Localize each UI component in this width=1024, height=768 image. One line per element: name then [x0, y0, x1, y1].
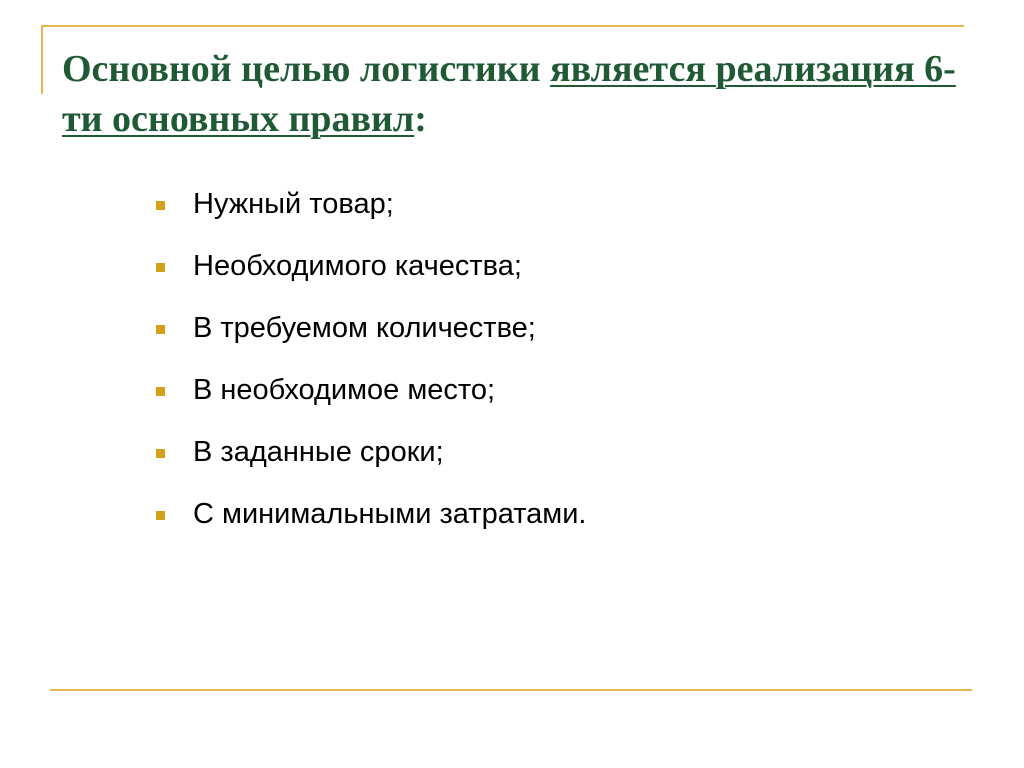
bullet-text: В необходимое место; — [193, 373, 496, 406]
list-item — [156, 173, 586, 235]
square-bullet-icon — [156, 449, 165, 458]
square-bullet-icon — [156, 511, 165, 520]
title-part-2-underlined: является реализация 6-ти основных правил — [62, 48, 956, 140]
title-part-3: : — [414, 98, 427, 140]
square-bullet-icon — [156, 263, 165, 272]
square-bullet-icon — [156, 201, 165, 210]
list-item — [156, 483, 586, 545]
list-item — [156, 235, 586, 297]
list-item — [156, 359, 586, 421]
bullet-text: В заданные сроки; — [193, 435, 444, 468]
frame-bottom-line — [50, 689, 972, 691]
bullet-text: В требуемом количестве; — [193, 311, 536, 344]
square-bullet-icon — [156, 325, 165, 334]
list-item — [156, 421, 586, 483]
bullet-list — [156, 173, 586, 545]
title-part-1: Основной целью логистики — [62, 48, 551, 90]
bullet-text: С минимальными затратами. — [193, 497, 587, 530]
square-bullet-icon — [156, 387, 165, 396]
bullet-text: Необходимого качества; — [193, 249, 522, 282]
frame-left-line — [41, 25, 43, 94]
frame-top-line — [41, 25, 964, 27]
slide-title — [62, 44, 962, 144]
list-item — [156, 297, 586, 359]
bullet-text: Нужный товар; — [193, 187, 394, 220]
